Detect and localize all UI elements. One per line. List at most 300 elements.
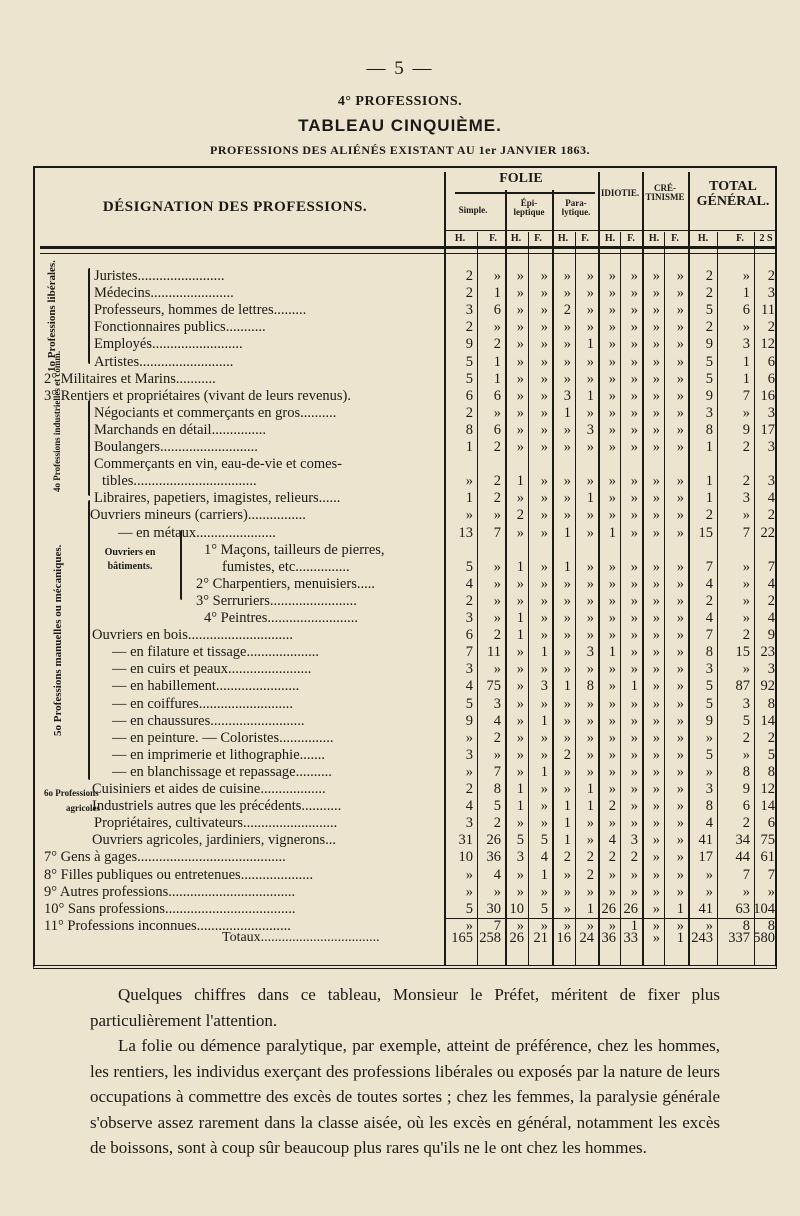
- table-cell: »: [742, 404, 750, 421]
- table-cell: »: [676, 473, 684, 490]
- total-cell: 165: [451, 930, 473, 946]
- table-cell: 30: [486, 900, 501, 917]
- row-label: 2° Charpentiers, menuisiers.....: [196, 575, 375, 592]
- table-cell: »: [516, 917, 524, 934]
- table-cell: »: [540, 439, 548, 455]
- table-cell: »: [652, 490, 660, 507]
- table-cell: 2: [705, 268, 713, 284]
- table-cell: »: [540, 302, 548, 319]
- table-cell: »: [676, 695, 684, 712]
- h-simple: H.: [454, 233, 466, 244]
- table-cell: »: [676, 849, 684, 866]
- table-cell: 3: [767, 439, 775, 455]
- table-cell: »: [630, 661, 638, 678]
- table-cell: »: [586, 404, 594, 421]
- table-cell: »: [676, 917, 684, 934]
- table-cell: 9: [705, 336, 713, 353]
- row-label: Fonctionnaires publics...........: [94, 319, 266, 336]
- table-cell: »: [652, 815, 660, 832]
- table-cell: 3: [705, 404, 713, 421]
- table-cell: 12: [760, 336, 775, 353]
- table-cell: »: [742, 319, 750, 336]
- table-cell: »: [563, 268, 571, 284]
- total-cell: 33: [623, 930, 638, 946]
- row-label: Juristes........................: [94, 268, 225, 284]
- table-cell: »: [742, 610, 750, 626]
- table-cell: »: [608, 763, 616, 780]
- table-cell: »: [608, 627, 616, 644]
- table-cell: 2: [465, 319, 473, 336]
- rule-header-1: [444, 230, 776, 231]
- table-cell: »: [563, 439, 571, 455]
- table-cell: 1: [742, 370, 750, 387]
- table-cell: 8: [465, 421, 473, 438]
- table-cell: 6: [742, 302, 750, 319]
- table-cell: 8: [767, 695, 775, 712]
- table-cell: »: [608, 695, 616, 712]
- table-cell: »: [586, 815, 594, 832]
- table-cell: »: [563, 729, 571, 746]
- table-cell: 3: [516, 849, 524, 866]
- table-cell: »: [516, 575, 524, 592]
- table-cell: 9: [742, 421, 750, 438]
- table-cell: »: [493, 268, 501, 284]
- table-cell: »: [676, 627, 684, 644]
- f-cret: F.: [671, 233, 679, 244]
- table-cell: »: [676, 746, 684, 763]
- table-cell: 17: [698, 849, 713, 866]
- table-cell: 3: [586, 644, 594, 661]
- simple-header: Simple.: [458, 205, 488, 215]
- table-cell: »: [652, 319, 660, 336]
- table-cell: »: [652, 575, 660, 592]
- row-label: 7° Gens à gages.........................................: [44, 849, 286, 866]
- h-total: H.: [697, 233, 709, 244]
- table-cell: »: [652, 439, 660, 455]
- row-label: Employés.........................: [94, 336, 243, 353]
- table-cell: 3: [586, 421, 594, 438]
- table-cell: 5: [705, 695, 713, 712]
- table-cell: 4: [465, 575, 473, 592]
- table-cell: »: [586, 507, 594, 524]
- group-manuelles: 5o Professions manuelles ou mécaniques.: [52, 544, 64, 736]
- table-cell: »: [652, 473, 660, 490]
- table-cell: »: [493, 592, 501, 609]
- table-cell: 36: [486, 849, 501, 866]
- table-cell: »: [630, 644, 638, 661]
- table-cell: »: [540, 781, 548, 797]
- table-cell: »: [608, 592, 616, 609]
- table-cell: 2: [705, 319, 713, 336]
- table-cell: »: [608, 268, 616, 284]
- table-cell: 7: [705, 558, 713, 575]
- table-cell: »: [540, 387, 548, 404]
- table-cell: »: [540, 507, 548, 524]
- table-cell: 3: [465, 302, 473, 319]
- table-cell: 4: [493, 712, 501, 729]
- table-cell: 5: [705, 302, 713, 319]
- table-cell: 5: [465, 695, 473, 712]
- table-cell: »: [493, 661, 501, 678]
- table-cell: »: [586, 439, 594, 455]
- row-label: Ouvriers agricoles, jardiniers, vignerons...: [92, 832, 337, 849]
- table-cell: »: [586, 370, 594, 387]
- table-cell: 6: [465, 627, 473, 644]
- section-heading: 4° PROFESSIONS.: [337, 94, 463, 109]
- table-cell: 2: [742, 627, 750, 644]
- table-cell: »: [676, 319, 684, 336]
- table-cell: »: [630, 729, 638, 746]
- table-cell: »: [516, 729, 524, 746]
- table-cell: »: [586, 575, 594, 592]
- table-cell: »: [516, 866, 524, 883]
- table-cell: 8: [586, 678, 594, 695]
- group-industrielles: 4o Professions industrielles et comm.: [52, 350, 62, 492]
- total-cell: 337: [728, 930, 750, 946]
- table-cell: »: [652, 592, 660, 609]
- table-cell: »: [516, 695, 524, 712]
- table-cell: 2: [630, 849, 638, 866]
- table-cell: »: [563, 900, 571, 917]
- table-cell: »: [563, 610, 571, 626]
- table-cell: »: [608, 558, 616, 575]
- table-cell: »: [586, 746, 594, 763]
- table-cell: 1: [563, 524, 571, 541]
- table-cell: »: [540, 627, 548, 644]
- table-cell: 8: [767, 917, 775, 934]
- table-cell: 8: [493, 781, 501, 797]
- total-cell: 1: [676, 930, 684, 946]
- table-cell: »: [652, 268, 660, 284]
- table-cell: »: [608, 473, 616, 490]
- table-cell: 1: [586, 336, 594, 353]
- table-cell: 1: [563, 832, 571, 849]
- table-cell: 41: [698, 832, 713, 849]
- table-cell: 5: [465, 900, 473, 917]
- table-cell: »: [652, 746, 660, 763]
- table-cell: »: [493, 404, 501, 421]
- table-cell: »: [630, 404, 638, 421]
- table-cell: »: [652, 507, 660, 524]
- table-cell: »: [586, 661, 594, 678]
- table-cell: »: [563, 917, 571, 934]
- h-idiot: H.: [604, 233, 616, 244]
- table-cell: »: [608, 729, 616, 746]
- table-cell: 61: [760, 849, 775, 866]
- group-agricoles-b: agricoles: [66, 803, 100, 813]
- table-cell: 14: [760, 798, 775, 815]
- table-cell: »: [563, 575, 571, 592]
- table-cell: 1: [540, 866, 548, 883]
- table-cell: »: [652, 610, 660, 626]
- table-cell: »: [676, 781, 684, 797]
- col-line-3: [528, 232, 529, 965]
- table-cell: 22: [760, 524, 775, 541]
- table-cell: »: [493, 746, 501, 763]
- table-cell: 12: [760, 781, 775, 797]
- table-cell: 5: [465, 558, 473, 575]
- table-cell: 2: [767, 268, 775, 284]
- table-cell: 75: [760, 832, 775, 849]
- table-cell: »: [586, 627, 594, 644]
- table-cell: 4: [465, 798, 473, 815]
- rule-totals: [444, 918, 776, 919]
- table-cell: »: [493, 575, 501, 592]
- table-cell: »: [608, 866, 616, 883]
- table-cell: 2: [705, 592, 713, 609]
- table-cell: »: [608, 610, 616, 626]
- table-cell: »: [516, 592, 524, 609]
- table-cell: »: [742, 883, 750, 900]
- table-cell: »: [630, 592, 638, 609]
- f-simple: F.: [489, 233, 497, 244]
- designation-header: DÉSIGNATION DES PROFESSIONS.: [102, 199, 368, 215]
- table-cell: »: [630, 285, 638, 302]
- table-cell: 2: [586, 866, 594, 883]
- table-cell: 2: [742, 729, 750, 746]
- table-cell: »: [540, 815, 548, 832]
- table-cell: 5: [465, 370, 473, 387]
- table-cell: 13: [458, 524, 473, 541]
- row-label: 1° Maçons, tailleurs de pierres,: [204, 541, 385, 558]
- row-label: Ouvriers en bois.............................: [92, 627, 293, 644]
- table-cell: »: [630, 866, 638, 883]
- table-cell: 2: [742, 473, 750, 490]
- table-cell: »: [630, 883, 638, 900]
- body-text: [90, 982, 720, 1161]
- row-label: Ouvriers mineurs (carriers)................: [90, 507, 306, 524]
- table-cell: 15: [698, 524, 713, 541]
- table-cell: 1: [705, 490, 713, 507]
- table-cell: »: [608, 917, 616, 934]
- table-cell: »: [516, 387, 524, 404]
- paralytique-header: Para-lytique.: [561, 198, 591, 218]
- table-subtitle: PROFESSIONS DES ALIÉNÉS EXISTANT AU 1er JANVIER 1863.: [210, 143, 590, 157]
- table-cell: »: [540, 575, 548, 592]
- table-cell: »: [608, 678, 616, 695]
- table-cell: »: [563, 490, 571, 507]
- table-cell: »: [676, 302, 684, 319]
- table-cell: »: [705, 729, 713, 746]
- table-cell: 41: [698, 900, 713, 917]
- table-cell: 5: [705, 353, 713, 370]
- table-cell: »: [586, 610, 594, 626]
- total-cell: »: [652, 930, 660, 946]
- table-cell: »: [608, 815, 616, 832]
- table-cell: »: [630, 763, 638, 780]
- table-cell: 4: [465, 678, 473, 695]
- table-cell: »: [465, 866, 473, 883]
- table-cell: »: [493, 558, 501, 575]
- table-cell: »: [608, 404, 616, 421]
- table-cell: »: [676, 421, 684, 438]
- row-label: Négociants et commerçants en gros..........: [94, 404, 337, 421]
- table-cell: »: [705, 763, 713, 780]
- table-cell: 1: [465, 490, 473, 507]
- table-cell: 2: [767, 319, 775, 336]
- table-cell: »: [540, 404, 548, 421]
- table-cell: »: [652, 387, 660, 404]
- table-cell: »: [465, 763, 473, 780]
- table-cell: »: [516, 353, 524, 370]
- table-cell: »: [676, 678, 684, 695]
- table-cell: »: [608, 370, 616, 387]
- table-cell: 2: [563, 849, 571, 866]
- table-cell: 1: [516, 610, 524, 626]
- table-cell: 26: [601, 900, 616, 917]
- table-cell: »: [676, 285, 684, 302]
- table-cell: 3: [767, 473, 775, 490]
- table-cell: 6: [493, 387, 501, 404]
- table-cell: »: [608, 319, 616, 336]
- table-cell: 6: [742, 798, 750, 815]
- table-cell: 7: [705, 627, 713, 644]
- table-cell: 6: [767, 815, 775, 832]
- table-cell: »: [705, 883, 713, 900]
- table-cell: »: [563, 285, 571, 302]
- table-cell: »: [516, 302, 524, 319]
- table-cell: »: [540, 917, 548, 934]
- table-cell: »: [563, 866, 571, 883]
- row-label: 10° Sans professions....................................: [44, 900, 296, 917]
- table-cell: 9: [742, 781, 750, 797]
- table-cell: »: [608, 883, 616, 900]
- rule-folie: [455, 192, 595, 194]
- col-line-6: [598, 172, 600, 965]
- table-cell: 2: [465, 781, 473, 797]
- table-cell: »: [676, 507, 684, 524]
- row-label: Industriels autres que les précédents...........: [92, 798, 342, 815]
- row-label: 2° Militaires et Marins...........: [44, 370, 216, 387]
- table-cell: »: [563, 661, 571, 678]
- total-cell: 16: [556, 930, 571, 946]
- table-cell: 5: [742, 712, 750, 729]
- table-cell: 2: [465, 592, 473, 609]
- table-cell: 7: [742, 866, 750, 883]
- table-cell: »: [608, 353, 616, 370]
- table-cell: »: [465, 473, 473, 490]
- table-cell: »: [586, 832, 594, 849]
- table-cell: »: [586, 473, 594, 490]
- table-cell: »: [630, 336, 638, 353]
- table-cell: »: [676, 832, 684, 849]
- table-cell: 1: [516, 781, 524, 797]
- table-cell: 2: [586, 849, 594, 866]
- row-label: — en métaux......................: [118, 524, 276, 541]
- table-cell: »: [652, 336, 660, 353]
- table-cell: 1: [563, 798, 571, 815]
- row-label: Cuisiniers et aides de cuisine..................: [92, 781, 326, 797]
- table-cell: »: [652, 849, 660, 866]
- table-cell: 104: [753, 900, 775, 917]
- table-cell: 1: [586, 798, 594, 815]
- table-cell: »: [630, 268, 638, 284]
- table-cell: 2: [493, 815, 501, 832]
- table-cell: »: [563, 336, 571, 353]
- table-cell: 63: [735, 900, 750, 917]
- table-cell: 9: [465, 712, 473, 729]
- table-cell: 1: [493, 353, 501, 370]
- col-line-11: [717, 232, 718, 965]
- table-cell: »: [630, 421, 638, 438]
- table-cell: »: [676, 370, 684, 387]
- table-cell: »: [630, 781, 638, 797]
- table-cell: »: [493, 319, 501, 336]
- row-label: 3° Rentiers et propriétaires (vivant de leurs revenus).: [44, 387, 351, 404]
- table-cell: 1: [516, 627, 524, 644]
- table-cell: »: [586, 319, 594, 336]
- table-cell: 2: [742, 439, 750, 455]
- f-epil: F.: [534, 233, 542, 244]
- table-cell: »: [630, 815, 638, 832]
- row-label: 8° Filles publiques ou entretenues....................: [44, 866, 314, 883]
- table-cell: 26: [486, 832, 501, 849]
- row-label: — en coiffures..........................: [112, 695, 293, 712]
- table-cell: »: [767, 883, 775, 900]
- table-cell: »: [608, 575, 616, 592]
- table-cell: »: [516, 678, 524, 695]
- table-cell: 7: [742, 387, 750, 404]
- table-cell: 9: [705, 387, 713, 404]
- table-cell: 1: [516, 798, 524, 815]
- table-cell: »: [540, 592, 548, 609]
- table-cell: 7: [465, 644, 473, 661]
- table-cell: »: [676, 404, 684, 421]
- table-cell: »: [630, 490, 638, 507]
- table-cell: »: [652, 917, 660, 934]
- table-cell: 2: [767, 592, 775, 609]
- table-cell: 23: [760, 644, 775, 661]
- table-cell: »: [676, 558, 684, 575]
- table-cell: »: [676, 353, 684, 370]
- table-cell: 5: [493, 798, 501, 815]
- table-cell: »: [516, 746, 524, 763]
- table-cell: »: [586, 268, 594, 284]
- table-cell: »: [630, 558, 638, 575]
- table-cell: »: [652, 644, 660, 661]
- table-cell: »: [540, 285, 548, 302]
- table-cell: 3: [630, 832, 638, 849]
- table-cell: »: [608, 746, 616, 763]
- table-cell: »: [676, 575, 684, 592]
- table-cell: 5: [465, 353, 473, 370]
- table-cell: »: [563, 627, 571, 644]
- table-cell: »: [540, 370, 548, 387]
- table-cell: 3: [465, 610, 473, 626]
- col-line-5: [575, 232, 576, 965]
- table-cell: 1: [540, 763, 548, 780]
- table-cell: 4: [705, 575, 713, 592]
- table-cell: »: [493, 507, 501, 524]
- table-cell: »: [652, 900, 660, 917]
- table-cell: »: [516, 490, 524, 507]
- table-cell: 1: [586, 387, 594, 404]
- total-header: TOTAL GÉNÉRAL.: [696, 179, 770, 209]
- table-cell: »: [676, 883, 684, 900]
- table-cell: »: [608, 490, 616, 507]
- row-label: Artistes..........................: [94, 353, 234, 370]
- table-cell: »: [652, 627, 660, 644]
- table-cell: »: [516, 404, 524, 421]
- table-cell: »: [676, 439, 684, 455]
- table-cell: »: [540, 695, 548, 712]
- table-cell: 1: [465, 439, 473, 455]
- bracket-industrielles: [88, 400, 90, 496]
- table-cell: »: [630, 302, 638, 319]
- table-cell: 1: [586, 900, 594, 917]
- table-cell: »: [586, 592, 594, 609]
- table-cell: »: [516, 712, 524, 729]
